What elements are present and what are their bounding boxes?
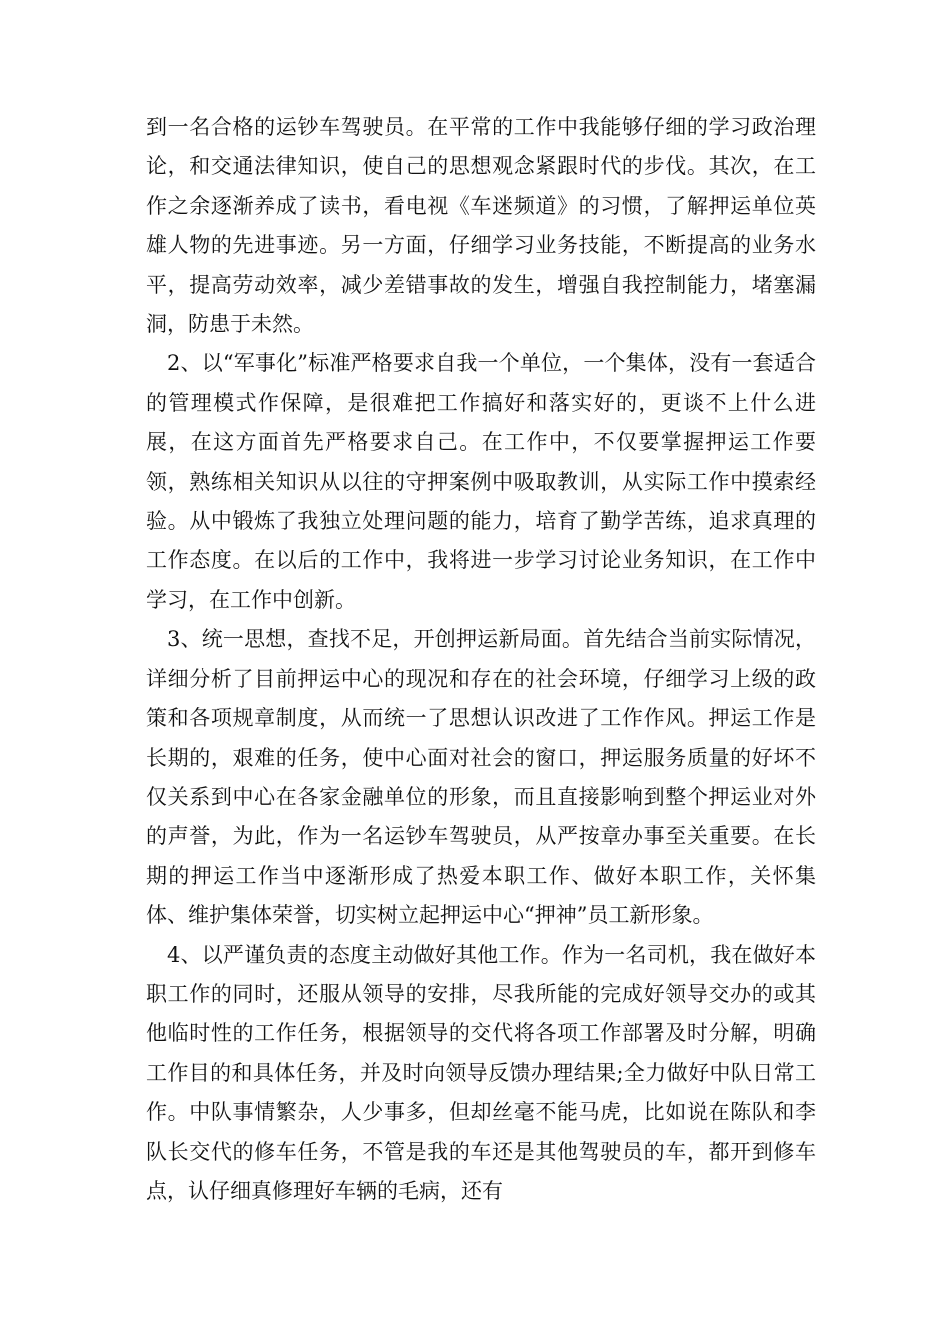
document-body bbox=[146, 108, 816, 1211]
paragraph-item-4: 4、以严谨负责的态度主动做好其他工作。作为一名司机，我在做好本职工作的同时，还服从领导的安排，尽我所能的完成好领导交办的或其他临时性的工作任务，根据领导的交代将各项工作部署及时分解，明确工作目的和具体任务，并及时向领导反馈办理结果;全力做好中队日常工作。中队事情繁杂，人少事多，但却丝毫不能马虎，比如说在陈队和李队长交代的修车任务，不管是我的车还是其他驾驶员的车，都开到修车点，认仔细真修理好车辆的毛病，还有 bbox=[146, 942, 816, 1203]
paragraph-item-3: 3、统一思想，查找不足，开创押运新局面。首先结合当前实际情况，详细分析了目前押运中心的现况和存在的社会环境，仔细学习上级的政策和各项规章制度，从而统一了思想认识改进了工作作风。押运工作是长期的，艰难的任务，使中心面对社会的窗口，押运服务质量的好坏不仅关系到中心在各家金融单位的形象，而且直接影响到整个押运业对外的声誉，为此，作为一名运钞车驾驶员，从严按章办事至关重要。在长期的押运工作当中逐渐形成了热爱本职工作、做好本职工作，关怀集体、维护集体荣誉，切实树立起押运中心“押神”员工新形象。 bbox=[146, 627, 816, 928]
paragraph-item-2: 2、以“军事化”标准严格要求自我一个单位，一个集体，没有一套适合的管理模式作保障，是很难把工作搞好和落实好的，更谈不上什么进展，在这方面首先严格要求自己。在工作中，不仅要掌握押运工作要领，熟练相关知识从以往的守押案例中吸取教训，从实际工作中摸索经验。从中锻炼了我独立处理问题的能力，培育了勤学苦练，追求真理的工作态度。在以后的工作中，我将进一步学习讨论业务知识，在工作中学习，在工作中创新。 bbox=[146, 351, 816, 612]
paragraph-continuation: 到一名合格的运钞车驾驶员。在平常的工作中我能够仔细的学习政治理论，和交通法律知识，使自己的思想观念紧跟时代的步伐。其次，在工作之余逐渐养成了读书，看电视《车迷频道》的习惯，了解押运单位英雄人物的先进事迹。另一方面，仔细学习业务技能，不断提高的业务水平，提高劳动效率，减少差错事故的发生，增强自我控制能力，堵塞漏洞，防患于未然。 bbox=[146, 115, 816, 337]
